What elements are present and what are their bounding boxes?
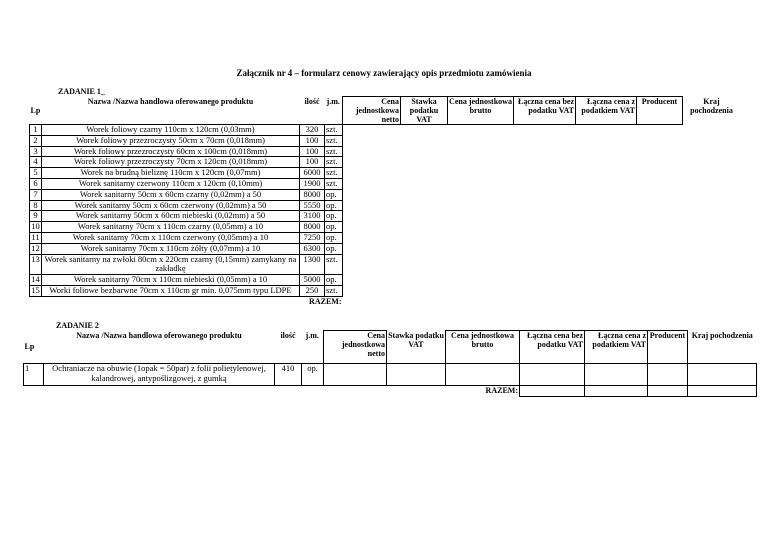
row-empty-cell[interactable]: [576, 189, 637, 200]
row-qty: 320: [300, 125, 325, 136]
row-empty-cell[interactable]: [448, 232, 514, 243]
row-name: Worek sanitarny 70cm x 110cm niebieski (0,05mm) a 10: [42, 274, 300, 285]
row-unit: szt.: [325, 157, 343, 168]
total-cell[interactable]: [648, 386, 688, 397]
row-lp: 6: [30, 178, 42, 189]
row-empty-cell[interactable]: [637, 157, 683, 168]
row-empty-cell[interactable]: [637, 211, 683, 222]
row-unit: szt.: [325, 285, 343, 296]
row-empty-cell[interactable]: [683, 222, 741, 233]
row-unit: op.: [302, 364, 324, 386]
row-empty-cell[interactable]: [343, 200, 401, 211]
row-empty-cell[interactable]: [343, 274, 401, 285]
row-unit: op.: [325, 222, 343, 233]
row-empty-cell[interactable]: [514, 222, 576, 233]
total-cell[interactable]: [576, 296, 637, 307]
row-empty-cell[interactable]: [683, 189, 741, 200]
row-empty-cell[interactable]: [343, 157, 401, 168]
total-cell[interactable]: [683, 296, 741, 307]
row-lp: 9: [30, 211, 42, 222]
table-row: [24, 364, 757, 386]
row-empty-cell[interactable]: [683, 285, 741, 296]
row-empty-cell[interactable]: [683, 125, 741, 136]
row-unit: szt.: [325, 125, 343, 136]
row-empty-cell[interactable]: [637, 178, 683, 189]
row-lp: 11: [31, 231, 40, 242]
row-name: Worek sanitarny czerwony 110cm x 120cm (0,10mm): [42, 178, 300, 189]
total-cell[interactable]: [585, 386, 648, 397]
row-empty-cell[interactable]: [576, 200, 637, 211]
row-empty-cell[interactable]: [637, 243, 683, 254]
row-empty-cell[interactable]: [637, 125, 683, 136]
row-name: Worek sanitarny 50cm x 60cm niebieski (0,02mm) a 50: [42, 211, 300, 222]
row-empty-cell[interactable]: [514, 178, 576, 189]
row-empty-cell[interactable]: [448, 222, 514, 233]
total-cell[interactable]: [448, 296, 514, 307]
row-name: Worek sanitarny 50cm x 60cm czerwony (0,02mm) a 50: [42, 200, 300, 211]
row-empty-cell[interactable]: [683, 178, 741, 189]
col-name: Nazwa /Nazwa handlowa oferowanego produktu: [87, 96, 254, 106]
row-qty: 5000: [300, 274, 325, 285]
row-empty-cell[interactable]: [343, 232, 401, 243]
row-qty: 3100: [300, 211, 325, 222]
col-total-gross: Łączna cena z podatkiem VAT: [576, 97, 637, 125]
row-qty: 7250: [300, 232, 325, 243]
row-empty-cell[interactable]: [576, 157, 637, 168]
section1-table: [29, 96, 741, 307]
row-empty-cell[interactable]: [387, 364, 446, 386]
row-empty-cell[interactable]: [637, 222, 683, 233]
row-unit: op.: [325, 274, 343, 285]
row-empty-cell[interactable]: [637, 146, 683, 157]
row-empty-cell[interactable]: [448, 285, 514, 296]
row-empty-cell[interactable]: [514, 211, 576, 222]
table-row: [30, 285, 741, 296]
row-lp: 2: [30, 135, 42, 146]
row-unit: op.: [325, 189, 343, 200]
col-producer: Producent: [648, 331, 688, 364]
row-empty-cell[interactable]: [683, 274, 741, 285]
row-empty-cell[interactable]: [576, 254, 637, 274]
row-lp: 3: [30, 146, 42, 157]
row-empty-cell[interactable]: [683, 200, 741, 211]
row-empty-cell[interactable]: [576, 243, 637, 254]
row-empty-cell[interactable]: [401, 222, 448, 233]
row-lp: 14: [31, 273, 40, 284]
row-qty: 1900: [300, 178, 325, 189]
table-row: [30, 157, 741, 168]
row-empty-cell[interactable]: [683, 157, 741, 168]
row-unit: szt.: [325, 135, 343, 146]
col-total-net: Łączna cena bez podatku VAT: [520, 331, 585, 364]
col-gross-price: Cena jednostkowa brutto: [448, 97, 514, 125]
row-empty-cell[interactable]: [401, 125, 448, 136]
row-lp: 13: [30, 254, 42, 274]
row-lp: 7: [30, 189, 42, 200]
row-empty-cell[interactable]: [401, 254, 448, 274]
row-name: Worek foliowy czarny 110cm x 120cm (0,03mm): [42, 125, 300, 136]
section2-heading: ZADANIE 2: [56, 321, 99, 330]
total-cell[interactable]: [688, 386, 757, 397]
table-row: [30, 125, 741, 136]
col-lp: Lp: [24, 342, 35, 352]
table-row: [30, 168, 741, 179]
row-lp: 10: [31, 221, 40, 232]
table-row: [30, 189, 741, 200]
row-empty-cell[interactable]: [576, 211, 637, 222]
row-empty-cell[interactable]: [514, 274, 576, 285]
col-name: Nazwa /Nazwa handlowa oferowanego produktu: [76, 330, 242, 340]
row-empty-cell[interactable]: [514, 189, 576, 200]
row-empty-cell[interactable]: [514, 157, 576, 168]
row-name: Worek na brudną bieliznę 110cm x 120cm (0,07mm): [42, 168, 300, 179]
row-empty-cell[interactable]: [448, 189, 514, 200]
row-name: Worki foliowe bezbarwne 70cm x 110cm gr min. 0,075mm typu LDPE: [42, 285, 300, 296]
total-row: [24, 386, 757, 397]
row-name: Worek sanitarny 70cm x 110cm czerwony (0,05mm) a 10: [42, 232, 300, 243]
row-qty: 100: [300, 157, 325, 168]
row-empty-cell[interactable]: [401, 200, 448, 211]
row-empty-cell[interactable]: [683, 168, 741, 179]
col-net-price: Cena jednostkowa netto: [324, 331, 387, 364]
row-qty: 410: [275, 364, 302, 386]
row-lp: 1: [30, 125, 42, 136]
row-empty-cell[interactable]: [576, 125, 637, 136]
table-row: [30, 222, 741, 233]
row-empty-cell[interactable]: [576, 168, 637, 179]
row-empty-cell[interactable]: [585, 364, 648, 386]
row-empty-cell[interactable]: [448, 274, 514, 285]
row-empty-cell[interactable]: [683, 211, 741, 222]
total-cell[interactable]: [520, 386, 585, 397]
row-empty-cell[interactable]: [401, 178, 448, 189]
total-label: RAZEM:: [309, 296, 342, 306]
col-country: Kraj pochodzenia: [691, 330, 753, 340]
row-empty-cell[interactable]: [401, 285, 448, 296]
row-empty-cell[interactable]: [683, 254, 741, 274]
row-empty-cell[interactable]: [343, 146, 401, 157]
row-empty-cell[interactable]: [576, 135, 637, 146]
table-row: [30, 232, 741, 243]
row-name: Worek sanitarny 70cm x 110cm żółty (0,07mm) a 10: [42, 243, 300, 254]
row-qty: 100: [300, 146, 325, 157]
row-empty-cell[interactable]: [576, 232, 637, 243]
row-name: Worek sanitarny 70cm x 110cm czarny (0,05mm) a 10: [42, 222, 300, 233]
row-empty-cell[interactable]: [637, 254, 683, 274]
col-gross-price: Cena jednostkowa brutto: [446, 331, 520, 364]
row-empty-cell[interactable]: [637, 168, 683, 179]
row-name: Worek sanitarny 50cm x 60cm czarny (0,02mm) a 50: [42, 189, 300, 200]
row-empty-cell[interactable]: [576, 285, 637, 296]
row-lp: 1: [24, 364, 44, 386]
col-vat-rate: Stawka podatku VAT: [401, 97, 448, 125]
row-empty-cell[interactable]: [576, 222, 637, 233]
page-title: Załącznik nr 4 – formularz cenowy zawierający opis przedmiotu zamówienia: [236, 68, 532, 78]
col-total-net: Łączna cena bez podatku VAT: [514, 97, 576, 125]
row-empty-cell[interactable]: [448, 125, 514, 136]
row-unit: szt.: [325, 254, 343, 274]
row-empty-cell[interactable]: [637, 135, 683, 146]
table-row: [30, 243, 741, 254]
col-qty: ilość: [280, 330, 296, 340]
row-lp: 12: [31, 242, 40, 253]
row-empty-cell[interactable]: [401, 211, 448, 222]
total-cell[interactable]: [637, 296, 683, 307]
row-unit: szt.: [325, 168, 343, 179]
row-empty-cell[interactable]: [448, 146, 514, 157]
row-empty-cell[interactable]: [637, 232, 683, 243]
row-empty-cell[interactable]: [401, 243, 448, 254]
row-empty-cell[interactable]: [648, 364, 688, 386]
row-empty-cell[interactable]: [576, 178, 637, 189]
row-qty: 8000: [300, 189, 325, 200]
row-name: Worek foliowy przezroczysty 50cm x 70cm (0,018mm): [42, 135, 300, 146]
row-empty-cell[interactable]: [343, 178, 401, 189]
row-qty: 6000: [300, 168, 325, 179]
row-unit: op.: [325, 200, 343, 211]
col-unit: j.m.: [305, 330, 319, 340]
row-unit: szt.: [325, 178, 343, 189]
row-empty-cell[interactable]: [324, 364, 387, 386]
row-empty-cell[interactable]: [514, 200, 576, 211]
col-unit: j.m.: [326, 96, 340, 106]
row-empty-cell[interactable]: [514, 135, 576, 146]
row-empty-cell[interactable]: [683, 232, 741, 243]
row-empty-cell[interactable]: [514, 285, 576, 296]
row-empty-cell[interactable]: [576, 146, 637, 157]
row-lp: 8: [30, 200, 42, 211]
row-empty-cell[interactable]: [446, 364, 520, 386]
col-total-gross: Łączna cena z podatkiem VAT: [585, 331, 648, 364]
row-lp: 15: [31, 284, 40, 295]
row-empty-cell[interactable]: [688, 364, 757, 386]
row-empty-cell[interactable]: [514, 232, 576, 243]
row-name: Ochraniacze na obuwie (1opak = 50par) z folii polietylenowej, kalandrowej, antypoślizgowej, z gumką: [44, 364, 275, 386]
row-empty-cell[interactable]: [448, 254, 514, 274]
row-empty-cell[interactable]: [343, 189, 401, 200]
row-empty-cell[interactable]: [401, 274, 448, 285]
row-empty-cell[interactable]: [637, 200, 683, 211]
table-row: [30, 211, 741, 222]
total-label: RAZEM:: [485, 386, 518, 395]
row-empty-cell[interactable]: [514, 146, 576, 157]
row-empty-cell[interactable]: [401, 189, 448, 200]
row-empty-cell[interactable]: [401, 168, 448, 179]
row-empty-cell[interactable]: [343, 222, 401, 233]
row-qty: 5550: [300, 200, 325, 211]
row-empty-cell[interactable]: [514, 125, 576, 136]
total-row: [30, 296, 741, 307]
section1-heading: ZADANIE 1_: [58, 87, 105, 96]
row-name: Worek sanitarny na zwłoki 80cm x 220cm czarny (0,15mm) zamykany na zakładkę: [42, 254, 300, 274]
row-lp: 4: [30, 157, 42, 168]
row-empty-cell[interactable]: [343, 135, 401, 146]
row-empty-cell[interactable]: [401, 232, 448, 243]
row-empty-cell[interactable]: [637, 285, 683, 296]
table-row: [30, 178, 741, 189]
row-empty-cell[interactable]: [637, 274, 683, 285]
row-empty-cell[interactable]: [520, 364, 585, 386]
row-qty: 1300: [300, 254, 325, 274]
row-qty: 100: [300, 135, 325, 146]
table-row: [30, 200, 741, 211]
row-empty-cell[interactable]: [401, 135, 448, 146]
row-empty-cell[interactable]: [343, 168, 401, 179]
col-vat-rate: Stawka podatku VAT: [388, 330, 444, 349]
row-name: Worek foliowy przezroczysty 70cm x 120cm (0,018mm): [42, 157, 300, 168]
row-empty-cell[interactable]: [343, 243, 401, 254]
row-empty-cell[interactable]: [448, 200, 514, 211]
row-empty-cell[interactable]: [514, 254, 576, 274]
total-cell[interactable]: [401, 296, 448, 307]
row-empty-cell[interactable]: [448, 135, 514, 146]
table-row: [30, 135, 741, 146]
row-empty-cell[interactable]: [448, 243, 514, 254]
row-empty-cell[interactable]: [576, 274, 637, 285]
row-empty-cell[interactable]: [343, 254, 401, 274]
col-net-price: Cena jednostkowa netto: [343, 97, 401, 125]
row-qty: 6300: [300, 243, 325, 254]
total-cell[interactable]: [343, 296, 401, 307]
row-empty-cell[interactable]: [637, 189, 683, 200]
row-empty-cell[interactable]: [683, 135, 741, 146]
row-empty-cell[interactable]: [401, 157, 448, 168]
row-empty-cell[interactable]: [683, 243, 741, 254]
row-empty-cell[interactable]: [514, 168, 576, 179]
row-unit: op.: [325, 232, 343, 243]
row-name: Worek foliowy przezroczysty 60cm x 100cm (0,018mm): [42, 146, 300, 157]
row-empty-cell[interactable]: [448, 157, 514, 168]
row-empty-cell[interactable]: [683, 146, 741, 157]
row-empty-cell[interactable]: [448, 211, 514, 222]
row-empty-cell[interactable]: [343, 125, 401, 136]
row-empty-cell[interactable]: [343, 285, 401, 296]
col-lp: Lp: [30, 105, 41, 115]
row-empty-cell[interactable]: [343, 211, 401, 222]
col-qty: ilość: [304, 96, 320, 106]
table-row: [30, 254, 741, 274]
row-empty-cell[interactable]: [448, 168, 514, 179]
row-empty-cell[interactable]: [401, 146, 448, 157]
row-empty-cell[interactable]: [514, 243, 576, 254]
row-unit: szt.: [325, 146, 343, 157]
row-empty-cell[interactable]: [448, 178, 514, 189]
row-unit: op.: [325, 243, 343, 254]
row-unit: op.: [325, 211, 343, 222]
table-row: [30, 146, 741, 157]
row-qty: 8000: [300, 222, 325, 233]
row-qty: 250: [300, 285, 325, 296]
row-lp: 5: [30, 168, 42, 179]
col-country: Kraj pochodzenia: [690, 96, 733, 115]
section2-table: [23, 330, 757, 397]
total-cell[interactable]: [514, 296, 576, 307]
table-row: [30, 274, 741, 285]
col-producer: Producent: [637, 97, 683, 125]
